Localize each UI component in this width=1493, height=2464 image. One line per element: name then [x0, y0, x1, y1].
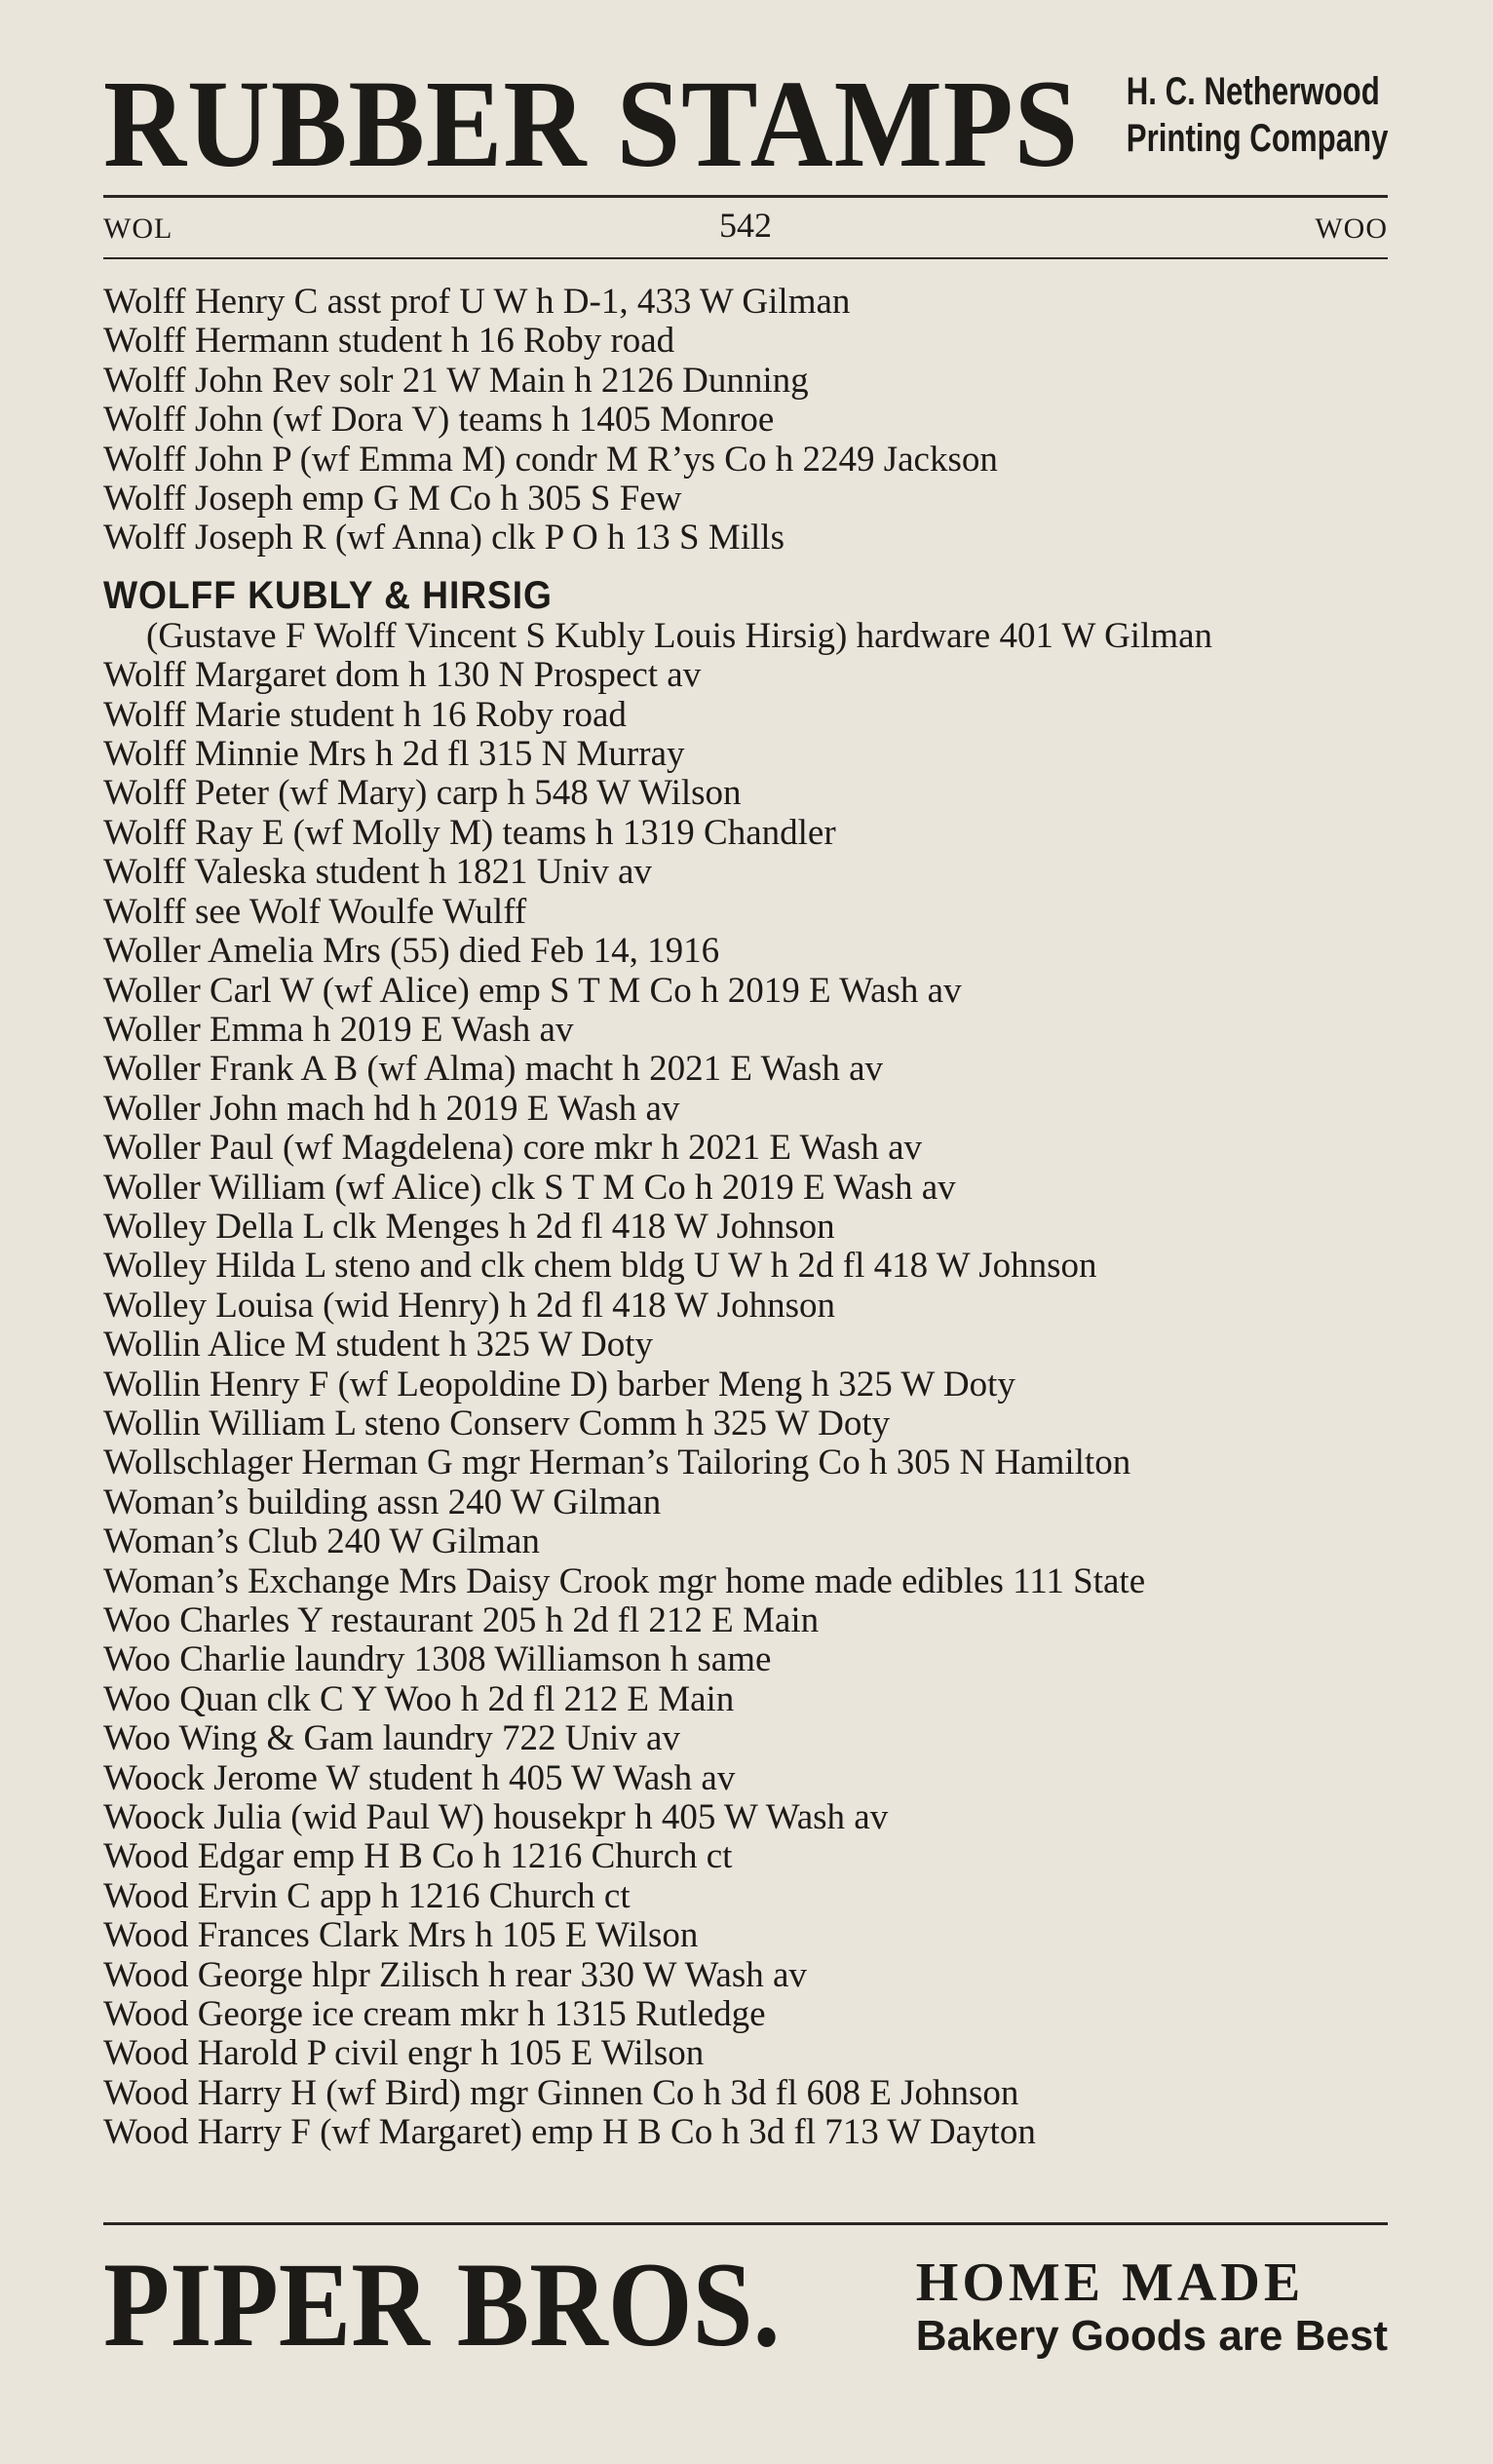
- directory-entry: Woo Charlie laundry 1308 Williamson h same: [103, 1639, 772, 1680]
- directory-listing: [103, 283, 1399, 2153]
- bottom-ad-tagline: [916, 2253, 1388, 2361]
- footer-rule: [103, 2222, 1388, 2225]
- directory-entry: Wolff Margaret dom h 130 N Prospect av: [103, 655, 702, 696]
- running-head: [103, 201, 1388, 255]
- top-advertisement: [103, 55, 1388, 193]
- directory-entry: Wolff Ray E (wf Molly M) teams h 1319 Chandler: [103, 812, 836, 853]
- directory-entry: Wolff Hermann student h 16 Roby road: [103, 321, 675, 362]
- top-ad-company-line2: Printing Company: [1126, 117, 1388, 160]
- directory-entry: Woo Charles Y restaurant 205 h 2d fl 212 E Main: [103, 1600, 820, 1640]
- directory-entry: Woock Julia (wid Paul W) housekpr h 405 W Wash av: [103, 1797, 889, 1838]
- directory-entry: Wolley Della L clk Menges h 2d fl 418 W Johnson: [103, 1206, 835, 1247]
- directory-entry: Wolff see Wolf Woulfe Wulff: [103, 891, 527, 932]
- directory-entry: Wolff Marie student h 16 Roby road: [103, 694, 627, 735]
- directory-entry: Woo Quan clk C Y Woo h 2d fl 212 E Main: [103, 1678, 735, 1719]
- directory-entry: Wolff Valeska student h 1821 Univ av: [103, 852, 652, 893]
- directory-entry: Woller Carl W (wf Alice) emp S T M Co h 2019 E Wash av: [103, 970, 962, 1011]
- directory-entry: Woller John mach hd h 2019 E Wash av: [103, 1088, 680, 1129]
- directory-entry: Woman’s building assn 240 W Gilman: [103, 1482, 662, 1522]
- directory-entry: Wolff Joseph R (wf Anna) clk P O h 13 S Mills: [103, 518, 785, 558]
- firm-heading: WOLFF KUBLY & HIRSIG: [103, 573, 553, 617]
- header-top-rule: [103, 195, 1388, 198]
- directory-entry: Wolff Minnie Mrs h 2d fl 315 N Murray: [103, 734, 685, 775]
- directory-entry: Woller William (wf Alice) clk S T M Co h 2019 E Wash av: [103, 1167, 956, 1208]
- header-bottom-rule: [103, 257, 1388, 259]
- directory-entry: Wolley Hilda L steno and clk chem bldg U W h 2d fl 418 W Johnson: [103, 1246, 1097, 1287]
- bottom-ad-headline: PIPER BROS.: [103, 2238, 781, 2371]
- directory-entry: Wood Frances Clark Mrs h 105 E Wilson: [103, 1915, 699, 1956]
- running-head-last-word: WOO: [1315, 212, 1388, 245]
- directory-entry: Wood Harold P civil engr h 105 E Wilson: [103, 2033, 705, 2074]
- directory-entry: Woo Wing & Gam laundry 722 Univ av: [103, 1718, 680, 1759]
- top-ad-company: [1126, 68, 1388, 162]
- directory-entry: Woller Amelia Mrs (55) died Feb 14, 1916: [103, 931, 720, 972]
- directory-entry: Wollin William L steno Conserv Comm h 325 W Doty: [103, 1403, 891, 1444]
- directory-entry: Wolley Louisa (wid Henry) h 2d fl 418 W Johnson: [103, 1285, 835, 1326]
- page-number: 542: [719, 206, 772, 245]
- directory-entry: Woller Paul (wf Magdelena) core mkr h 2021 E Wash av: [103, 1128, 922, 1169]
- directory-entry: Wollin Henry F (wf Leopoldine D) barber Meng h 325 W Doty: [103, 1364, 1015, 1405]
- directory-entry: Wolff John Rev solr 21 W Main h 2126 Dunning: [103, 360, 809, 401]
- directory-entry: Wolff John (wf Dora V) teams h 1405 Monroe: [103, 400, 775, 441]
- bottom-advertisement: [103, 2238, 1388, 2371]
- running-head-first-word: WOL: [103, 212, 173, 245]
- directory-entry: Wolff Henry C asst prof U W h D-1, 433 W Gilman: [103, 282, 851, 322]
- directory-entry: Woock Jerome W student h 405 W Wash av: [103, 1757, 736, 1798]
- directory-entry: Wood George hlpr Zilisch h rear 330 W Wash av: [103, 1954, 807, 1995]
- directory-entry: Wood Harry H (wf Bird) mgr Ginnen Co h 3d fl 608 E Johnson: [103, 2072, 1019, 2113]
- bottom-ad-tagline-line2: Bakery Goods are Best: [915, 2312, 1388, 2360]
- directory-entry: Woman’s Exchange Mrs Daisy Crook mgr home made edibles 111 State: [103, 1560, 1146, 1601]
- directory-entry: Woller Emma h 2019 E Wash av: [103, 1009, 574, 1050]
- top-ad-company-line1: H. C. Netherwood: [1126, 70, 1380, 113]
- directory-entry: Wollin Alice M student h 325 W Doty: [103, 1325, 653, 1366]
- directory-entry: Wood Edgar emp H B Co h 1216 Church ct: [103, 1836, 733, 1877]
- directory-entry: Wollschlager Herman G mgr Herman’s Tailoring Co h 305 N Hamilton: [103, 1443, 1131, 1483]
- directory-entry: Wolff John P (wf Emma M) condr M R’ys Co h 2249 Jackson: [103, 439, 998, 480]
- directory-entry: Woller Frank A B (wf Alma) macht h 2021 E Wash av: [103, 1049, 884, 1090]
- directory-entry: Wolff Joseph emp G M Co h 305 S Few: [103, 479, 682, 520]
- directory-entry: Wood George ice cream mkr h 1315 Rutledge: [103, 1994, 766, 2035]
- directory-entry: Wood Harry F (wf Margaret) emp H B Co h 3d fl 713 W Dayton: [103, 2112, 1036, 2153]
- directory-entry: Woman’s Club 240 W Gilman: [103, 1521, 540, 1562]
- directory-entry: Wolff Peter (wf Mary) carp h 548 W Wilson: [103, 773, 742, 814]
- firm-detail: (Gustave F Wolff Vincent S Kubly Louis Hirsig) hardware 401 W Gilman: [146, 615, 1213, 656]
- directory-entry: Wood Ervin C app h 1216 Church ct: [103, 1875, 631, 1916]
- bottom-ad-tagline-line1: HOME MADE: [915, 2252, 1305, 2313]
- top-ad-headline: RUBBER STAMPS: [103, 55, 1080, 193]
